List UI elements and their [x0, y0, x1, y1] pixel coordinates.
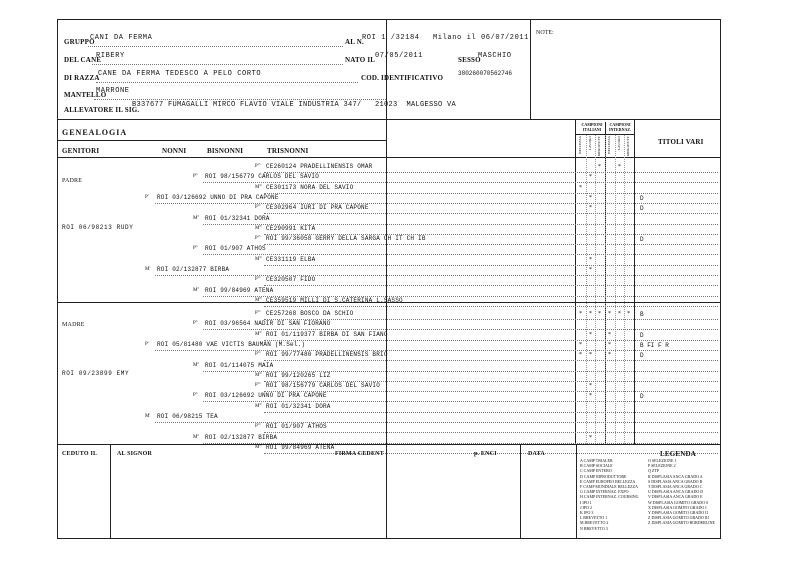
legenda-item: Q ZTP	[648, 468, 659, 474]
ancestor-name: ROI 03/126692 UNNO DI PRA CAPONE	[205, 392, 327, 400]
campione-mark: *	[589, 393, 592, 400]
legenda-item: N BREVETTO 3	[580, 525, 608, 531]
campioni-subcol-3: BELLEZZA	[607, 136, 611, 154]
campione-mark: *	[579, 352, 582, 359]
ancestor-name: ROI 01/907 ATHOS	[205, 245, 266, 253]
sesso-label: SESSO	[458, 56, 481, 64]
row-rule	[155, 422, 718, 423]
row-rule	[264, 340, 718, 341]
ancestor-name: ROI 98/156779 CARLOS DEL SAVIO	[266, 382, 381, 390]
campione-mark: *	[589, 205, 592, 212]
col-bisnonni: BISNONNI	[207, 147, 244, 155]
row-rule	[264, 193, 718, 194]
campione-mark: *	[608, 352, 611, 359]
nato-il-label: NATO IL	[345, 56, 376, 64]
ancestor-role: P'''	[255, 311, 261, 316]
titolo-value: D	[640, 331, 644, 339]
ancestor-name: ROI 01/32341 DORA	[266, 402, 331, 410]
ancestor-role: P'	[145, 341, 149, 347]
cod-label: COD. IDENTIFICATIVO	[361, 74, 444, 82]
campione-mark: *	[589, 174, 592, 181]
ancestor-role: M'''	[255, 184, 263, 190]
legenda-item: X DISPLASIA GOMITO GRADO I	[648, 504, 707, 510]
ancestor-name: ROI 99/77480 PRADELLINENSIS BRIO	[266, 351, 388, 359]
legenda-item: J IPO 2	[580, 504, 593, 510]
ancestor-name: ROI 03/126692 UNNO DI PRA CAPONE	[157, 193, 279, 201]
data-label: DATA	[528, 451, 545, 457]
legenda-item: U DISPLASIA ANCA GRADO D	[648, 489, 704, 495]
ancestor-role: P''	[193, 246, 198, 252]
nome-underline	[92, 64, 343, 65]
frame-top	[57, 19, 720, 20]
legend-divider	[575, 119, 576, 444]
ancestor-name: ROI 99/36058 GERRY DELLA SARGA CH IT CH IB	[266, 235, 426, 243]
legenda-item: V DISPLASIA ANCA GRADO E	[648, 494, 703, 500]
ancestor-role: P'''	[255, 277, 261, 283]
ancestor-name: ROI 05/81480 VAE VICTIS BAUMAN (M.Sel.)	[157, 340, 306, 348]
ancestor-role: M'''	[255, 225, 263, 231]
header-bottom	[57, 119, 720, 120]
razza-label: DI RAZZA	[64, 74, 100, 82]
columns-rule	[57, 157, 720, 158]
ancestor-role: M'	[145, 414, 151, 419]
allevatore-value: B337677 FUMAGALLI MIRCO FLAVIO VIALE INDUSTRIA 347/ 21023 MALGESSO VA	[132, 101, 457, 109]
campioni-subcol-2: RIPRODUTT.	[597, 136, 601, 157]
legenda-item: Z DISPLASIA GOMITO BORDERLINE	[648, 520, 715, 526]
genealogia-title-rule	[57, 140, 387, 141]
row-rule	[155, 275, 718, 276]
legenda-item: A CAMP TRIALER	[580, 458, 613, 463]
note-divider	[530, 19, 531, 119]
ancestor-name: ROI 99/120265 LIZ	[266, 371, 331, 379]
row-rule	[155, 350, 718, 351]
legenda-item: K IPO 3	[580, 510, 594, 516]
titolo-value: D	[640, 352, 644, 360]
campione-mark: *	[589, 352, 592, 359]
padre-name: ROI 06/98213 RUDY	[62, 224, 134, 231]
legenda-right-list	[648, 458, 715, 526]
ancestor-name: ROI 01/907 ATHOS	[266, 423, 327, 431]
ancestor-name: ROI 06/98215 TEA	[157, 413, 218, 420]
razza-underline	[96, 82, 358, 83]
campione-mark: *	[618, 311, 621, 317]
footer-vline-1	[110, 444, 111, 538]
firma-cedente-label: FIRMA CEDENT	[335, 451, 384, 457]
ancestor-name: CE320507 FIDO	[266, 276, 316, 284]
ancestor-name: ROI 98/156779 CARLOS DEL SAVIO	[205, 173, 320, 181]
nato-il-value: 07/05/2011	[375, 52, 424, 60]
ancestor-role: P'	[145, 194, 149, 200]
campione-mark: *	[589, 267, 592, 273]
campione-mark: *	[627, 311, 630, 317]
ancestor-name: CE257268 BOSCO DA SCHIO	[266, 310, 354, 317]
ancestor-role: M''	[193, 215, 200, 221]
allevatore-label: ALLEVATORE IL SIG.	[64, 106, 140, 114]
ancestor-name: CE301173 NORA DEL SAVIO	[266, 183, 354, 191]
col-genitori: GENITORI	[62, 147, 100, 155]
ancestor-name: CE331119 ELBA	[266, 255, 316, 263]
al-signor-label: AL SIGNOR	[117, 451, 152, 457]
mantello-underline	[94, 99, 386, 100]
campione-mark: *	[589, 194, 592, 201]
ancestor-name: ROI 03/96564 NADIR DI SAN FIORANO	[205, 320, 331, 328]
campione-mark: *	[579, 311, 582, 317]
row-rule	[264, 244, 718, 245]
row-rule	[264, 412, 718, 413]
ancestor-name: ROI 01/32341 DORA	[205, 214, 270, 222]
legenda-item: I IPO 1	[580, 499, 592, 505]
campioni-subcol-1: LAVORO	[588, 136, 592, 151]
rilascio-value: Milano il 06/07/2011	[433, 34, 530, 42]
row-rule	[264, 172, 718, 173]
campione-mark: *	[589, 331, 592, 338]
ancestor-name: CE260124 PRADELLINENSIS OMAR	[266, 163, 373, 170]
ancestor-name: ROI 02/132877 BIRBA	[205, 433, 278, 441]
titolo-value: B FI F R	[640, 341, 669, 349]
campione-mark: *	[579, 184, 582, 191]
padre-label: PADRE	[62, 178, 83, 184]
footer-vline-2	[520, 444, 521, 538]
legenda-item: R DISPLASIA ANCA GRADO A	[648, 473, 703, 479]
gruppo-underline	[88, 46, 343, 47]
row-rule	[264, 265, 718, 266]
row-rule	[264, 319, 718, 320]
campione-mark: *	[589, 383, 592, 390]
ancestor-role: P'''	[255, 236, 261, 242]
legenda-item: G CAMP INTERNAZ. EXPO	[580, 489, 629, 495]
campioni-italiani-header: CAMPIONI ITALIANI	[581, 122, 603, 132]
genealogia-title: GENEALOGIA	[62, 128, 128, 137]
campione-mark: *	[589, 434, 592, 441]
col-trisnonni: TRISNONNI	[267, 147, 309, 155]
campioni-subcol-5: RIPRODUTT.	[626, 136, 630, 157]
campione-mark: *	[608, 311, 611, 317]
legenda-item: C CAMP ENTERO	[580, 468, 612, 474]
ancestor-name: CE302964 IURI DI PRA CAPONE	[266, 204, 369, 212]
ancestor-name: CE359519 MILLI DI S.CATERINA L.SASSO	[266, 296, 403, 304]
ancestor-role: M'	[145, 267, 151, 272]
ancestor-role: M'''	[255, 331, 263, 337]
frame-left	[57, 19, 58, 539]
gruppo-label: GRUPPO	[64, 38, 95, 46]
legenda-title: LEGENDA	[660, 450, 697, 458]
al-n-label: AL N.	[345, 38, 364, 46]
genealogia-bottom	[57, 444, 720, 445]
legenda-item: Z DISPLASIA GOMITO GRADO III	[648, 515, 709, 521]
campione-mark: *	[598, 311, 601, 317]
ceduto-label: CEDUTO IL	[62, 451, 98, 457]
col-nonni: NONNI	[162, 147, 187, 155]
titoli-vari-header: TITOLI VARI	[658, 138, 704, 146]
ancestor-name: CE290991 KITA	[266, 224, 316, 232]
titolo-value: D	[640, 205, 644, 213]
madre-name: ROI 09/23899 EMY	[62, 370, 130, 377]
note-label: NOTE:	[536, 30, 554, 36]
campione-mark: *	[608, 331, 611, 338]
ancestor-role: M'''	[255, 444, 263, 450]
titolo-value: D	[640, 194, 644, 202]
legenda-item: L BREVETTO 1	[580, 515, 608, 521]
ancestor-name: ROI 01/119377 BIRBA DI SAN FIANO	[266, 330, 388, 338]
campione-mark: *	[608, 341, 611, 348]
ancestor-role: P'''	[255, 164, 261, 169]
ancestor-role: P''	[193, 393, 198, 399]
legenda-item: E CAMP EUROPEO BELLEZZA	[580, 478, 636, 484]
legenda-item: W DISPLASIA GOMITO GRADO 0	[648, 499, 709, 505]
ancestor-role: P'''	[255, 205, 261, 211]
legenda-item: B CAMP SOCIALE	[580, 463, 613, 469]
campione-mark: *	[618, 164, 621, 170]
sesso-value: MASCHIO	[478, 52, 512, 60]
legenda-item: O SELEZIONE 1	[648, 458, 677, 463]
ancestor-name: ROI 99/84969 ATENA	[266, 443, 335, 451]
campione-mark: *	[598, 164, 601, 170]
row-rule	[155, 203, 718, 204]
ancestor-role: M''	[193, 434, 200, 440]
titles-divider	[634, 119, 635, 444]
campioni-subcol-0: BELLEZZA	[578, 136, 582, 154]
razza-value: CANE DA FERMA TEDESCO A PELO CORTO	[98, 70, 262, 78]
ancestor-role: M''	[193, 362, 200, 368]
mantello-value: MARRONE	[96, 87, 130, 95]
madre-label: MADRE	[62, 322, 85, 328]
footer-vline-3	[576, 444, 577, 538]
campione-mark: *	[589, 311, 592, 317]
ancestor-name: ROI 02/132877 BIRBA	[157, 266, 230, 273]
ancestor-role: M'''	[255, 403, 263, 409]
gruppo-value: CANI DA FERMA	[90, 34, 153, 42]
ancestor-role: P''	[193, 321, 198, 327]
row-rule	[264, 285, 718, 286]
row-rule	[264, 360, 718, 361]
nome-cane-value: RIBERY	[96, 52, 125, 60]
row-rule	[264, 213, 718, 214]
nome-cane-label: DEL CANE	[64, 56, 102, 64]
campione-mark: *	[589, 256, 592, 263]
ancestor-role: P'''	[255, 352, 261, 358]
cod-value: 380260070562746	[458, 70, 513, 77]
ancestor-role: M''	[193, 287, 200, 293]
titolo-value: B	[640, 311, 644, 318]
legenda-item: S DISPLASIA ANCA GRADO B	[648, 478, 703, 484]
ancestor-role: P''	[193, 174, 198, 180]
campioni-internaz-header: CAMPIONI INTERNAZ.	[608, 122, 632, 132]
legenda-item: Y DISPLASIA GOMITO GRADO II	[648, 510, 708, 516]
frame-bottom	[57, 538, 720, 539]
titolo-value: D	[640, 236, 644, 244]
row-rule	[264, 391, 718, 392]
legenda-left-list	[580, 458, 639, 531]
ancestor-role: P'''	[255, 383, 261, 389]
ancestor-role: P'''	[255, 424, 261, 430]
campione-mark: *	[579, 341, 582, 348]
titolo-value: D	[640, 393, 644, 401]
ancestor-role: M'''	[255, 256, 263, 262]
ancestor-name: ROI 01/114075 MAIA	[205, 361, 274, 369]
ancestor-role: M'''	[255, 297, 263, 303]
legenda-item: M BREVETTO 2	[580, 520, 609, 526]
ancestor-role: M'''	[255, 372, 263, 378]
legenda-item: T DISPLASIA ANCA GRADO C	[648, 484, 703, 490]
row-rule	[264, 432, 718, 433]
ancestor-name: ROI 99/84969 ATENA	[205, 286, 274, 294]
frame-right	[720, 19, 721, 539]
row-rule	[264, 306, 718, 307]
al-n-value: ROI 1 /32184	[362, 34, 420, 42]
legenda-item: H CAMP INTERNAZ. COURSING	[580, 494, 639, 500]
legenda-item: F CAMP MONDIALE BELLEZZA	[580, 484, 638, 490]
legenda-item: P SELEZIONE 2	[648, 463, 676, 469]
campioni-subcol-4: LAVORO	[617, 136, 621, 151]
p-enci-label: p. ENCI	[474, 451, 497, 457]
mantello-label: MANTELLO	[64, 91, 107, 99]
legenda-item: D CAMP RIPRODUTTORE	[580, 473, 627, 479]
